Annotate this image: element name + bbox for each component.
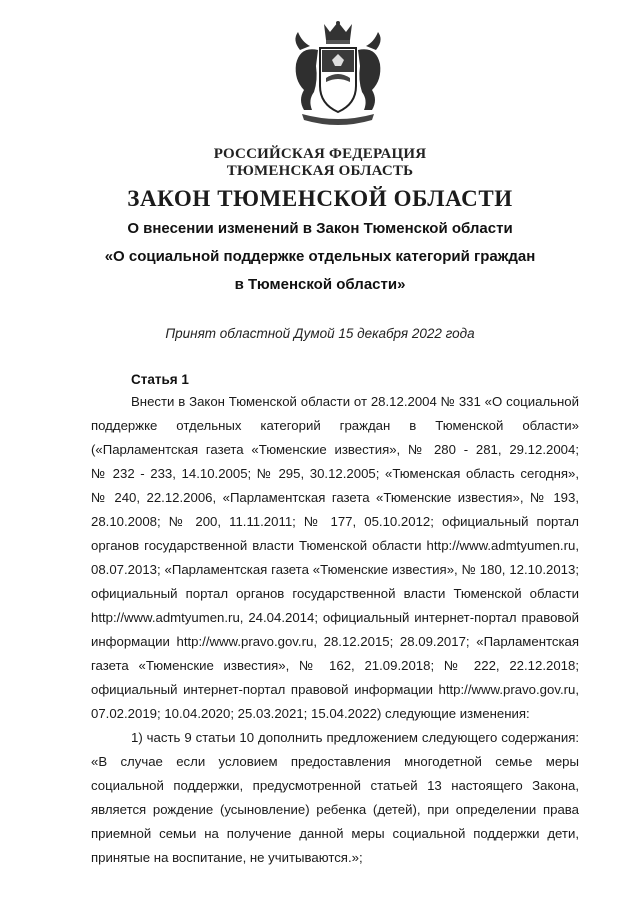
body-line: Внести в Закон Тюменской области от 28.12.2004 № 331 «О социальной xyxy=(131,394,579,409)
body-line: информации http://www.pravo.gov.ru, 28.12.2015; 28.09.2017; «Парламентская xyxy=(91,634,579,649)
adoption-date: Принят областной Думой 15 декабря 2022 года xyxy=(165,326,475,341)
region-heading: ТЮМЕНСКАЯ ОБЛАСТЬ xyxy=(226,163,414,179)
law-title: ЗАКОН ТЮМЕНСКОЙ ОБЛАСТИ xyxy=(127,186,513,211)
subtitle-line-3: в Тюменской области» xyxy=(234,276,406,293)
tyumen-coat-of-arms-icon xyxy=(286,20,390,130)
body-line: 08.07.2013; «Парламентская газета «Тюменские известия», № 180, 12.10.2013; xyxy=(91,562,579,577)
body-line: официальный интернет-портал правовой информации http://www.pravo.gov.ru, xyxy=(91,682,579,697)
subtitle-line-2: «О социальной поддержке отдельных категорий граждан xyxy=(104,248,536,265)
body-line: 1) часть 9 статьи 10 дополнить предложением следующего содержания: xyxy=(131,730,579,745)
body-line: («Парламентская газета «Тюменские известия», № 280 - 281, 29.12.2004; xyxy=(91,442,579,457)
body-line: № 240, 22.12.2006, «Парламентская газета «Тюменские известия», № 193, xyxy=(91,490,579,505)
body-line: органов государственной власти Тюменской области http://www.admtyumen.ru, xyxy=(91,538,579,553)
body-line: 28.10.2008; № 200, 11.11.2011; № 177, 05.10.2012; официальный портал xyxy=(91,514,579,529)
body-line: 07.02.2019; 10.04.2020; 25.03.2021; 15.04.2022) следующие изменения: xyxy=(91,706,530,721)
body-line: № 232 - 233, 14.10.2005; № 295, 30.12.2005; «Тюменская область сегодня», xyxy=(91,466,579,481)
body-line: приемной семьи на получение данной меры социальной поддержки дети, xyxy=(91,826,579,841)
body-line: социальной поддержки, предусмотренной статьей 13 настоящего Закона, xyxy=(91,778,579,793)
body-line: принятые на воспитание, не учитываются.»; xyxy=(91,850,363,865)
article-title: Статья 1 xyxy=(131,372,189,387)
body-line: «В случае если условием предоставления многодетной семье меры xyxy=(91,754,579,769)
body-line: официальный портал органов государственной власти Тюменской области xyxy=(91,586,579,601)
body-line: поддержке отдельных категорий граждан в Тюменской области» xyxy=(91,418,579,433)
body-line: http://www.admtyumen.ru, 24.04.2014; официальный интернет-портал правовой xyxy=(91,610,579,625)
body-line: газета «Тюменские известия», № 162, 21.09.2018; № 222, 22.12.2018; xyxy=(91,658,579,673)
subtitle-line-1: О внесении изменений в Закон Тюменской области xyxy=(127,220,513,237)
body-line: является рождение (усыновление) ребенка (детей), при определении права xyxy=(91,802,579,817)
federation-heading: РОССИЙСКАЯ ФЕДЕРАЦИЯ xyxy=(213,146,427,162)
